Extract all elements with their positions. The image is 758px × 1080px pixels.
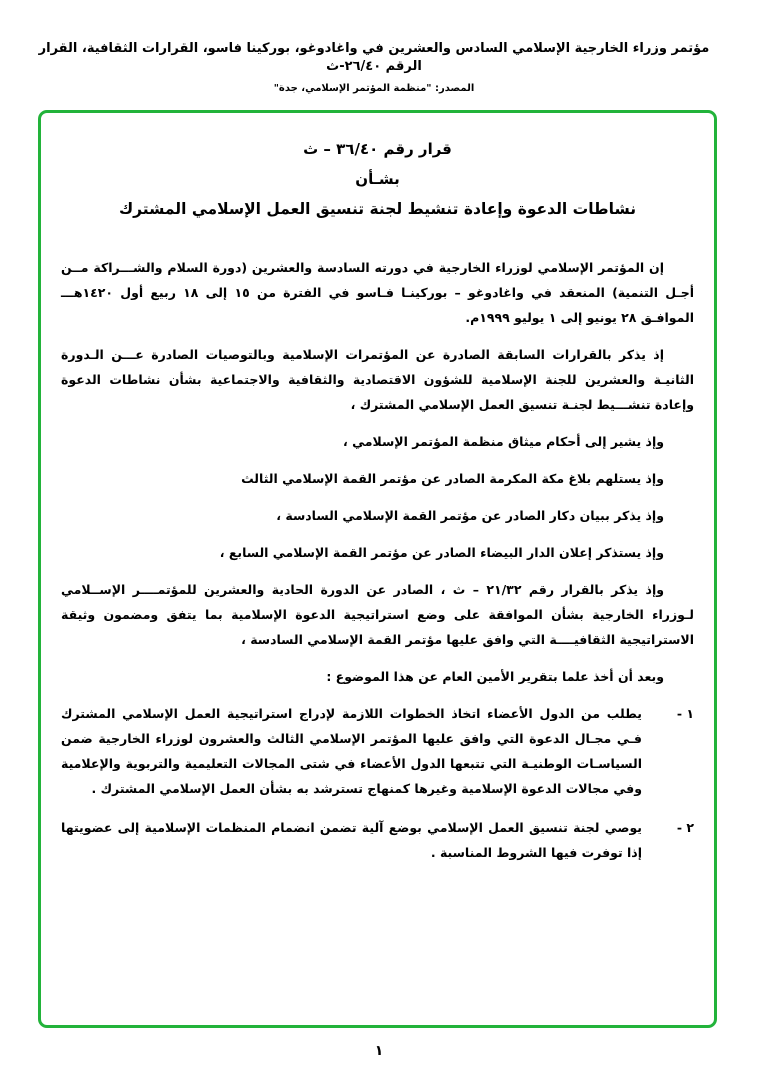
item-number: ١ -	[676, 706, 694, 721]
item-number: ٢ -	[676, 820, 694, 835]
paragraph: وإذ يشير إلى أحكام ميثاق منظمة المؤتمر الإسلامي ،	[343, 434, 664, 449]
resolution-number: قرار رقم ٣٦/٤٠ – ث	[303, 140, 452, 158]
page-number: ١	[374, 1043, 384, 1059]
document-source: المصدر: "منظمة المؤتمر الإسلامي، جدة"	[273, 83, 475, 94]
resolution-concerning: بشـأن	[355, 170, 400, 188]
item-text: يطلب من الدول الأعضاء اتخاذ الخطوات اللازمة لإدراج استراتيجية العمل الإسلامي المشترك فـي مجـال الدعوة التي وافق عليها المؤتمر الإسلامي الثالث والعشرون لوزراء الخارجية ضمن السياسـات الوطنيـة التي تتبعها الدول الأعضاء في شتى المجالات التعليمية والتربوية والإعلامية وفي مجالات الدعوة الإسلامية وغيرها كمنهاج تسترشد به بشأن العمل الإسلامي المشترك .	[61, 706, 642, 796]
paragraph: إن المؤتمر الإسلامي لوزراء الخارجية في دورته السادسة والعشرين (دورة السلام والشـــراكة مــن أجـل التنمية) المنعقد في واغادوغو – بوركينـا فـاسو في الفترة من ١٥ إلى ١٨ ربيع أول ١٤٢٠هـــ الموافـق ٢٨ يونيو إلى ١ يوليو ١٩٩٩م.	[61, 260, 694, 325]
green-frame	[38, 110, 717, 1028]
list-item	[61, 701, 694, 801]
paragraph: وإذ يستذكر إعلان الدار البيضاء الصادر عن مؤتمر القمة الإسلامي السابع ،	[219, 545, 664, 560]
paragraph: إذ يذكر بالقرارات السابقة الصادرة عن المؤتمرات الإسلامية وبالتوصيات الصادرة عـــن الـدورة الثانيـة والعشرين للجنة الإسلامية للشؤون الاقتصادية والثقافية والاجتماعية بشأن نشاطات الدعوة وإعادة تنشـــيط لجنـة تنسيق العمل الإسلامي المشترك ،	[61, 347, 694, 412]
document-header-title: مؤتمر وزراء الخارجية الإسلامي السادس والعشرين في واغادوغو، بوركينا فاسو، القرارات الثقافية، القرار الرقم ٢٦/٤٠-ث	[38, 41, 710, 74]
paragraph: وإذ يذكر ببيان دكار الصادر عن مؤتمر القمة الإسلامي السادسة ،	[276, 508, 664, 523]
paragraph: وإذ يذكر بالقرار رقم ٢١/٣٢ – ث ، الصادر عن الدورة الحادية والعشرين للمؤتمــــر الإســلامي لـوزراء الخارجية بشأن الموافقة على وضع استراتيجية الدعوة الإسلامية بما يتفق ومضمون وثيقة الاستراتيجية الثقافيــــة التي وافق عليها مؤتمر القمة الإسلامي السادسة ،	[61, 582, 694, 647]
paragraph: وبعد أن أخذ علما بتقرير الأمين العام عن هذا الموضوع :	[326, 669, 664, 684]
item-text: يوصي لجنة تنسيق العمل الإسلامي بوضع آلية تضمن انضمام المنظمات الإسلامية إلى عضويتها إذا توفرت فيها الشروط المناسبة .	[61, 820, 642, 860]
list-item	[61, 815, 694, 865]
paragraph: وإذ يستلهم بلاغ مكة المكرمة الصادر عن مؤتمر القمة الإسلامي الثالث	[241, 471, 664, 486]
resolution-subject: نشاطات الدعوة وإعادة تنشيط لجنة تنسيق العمل الإسلامي المشترك	[118, 200, 637, 218]
